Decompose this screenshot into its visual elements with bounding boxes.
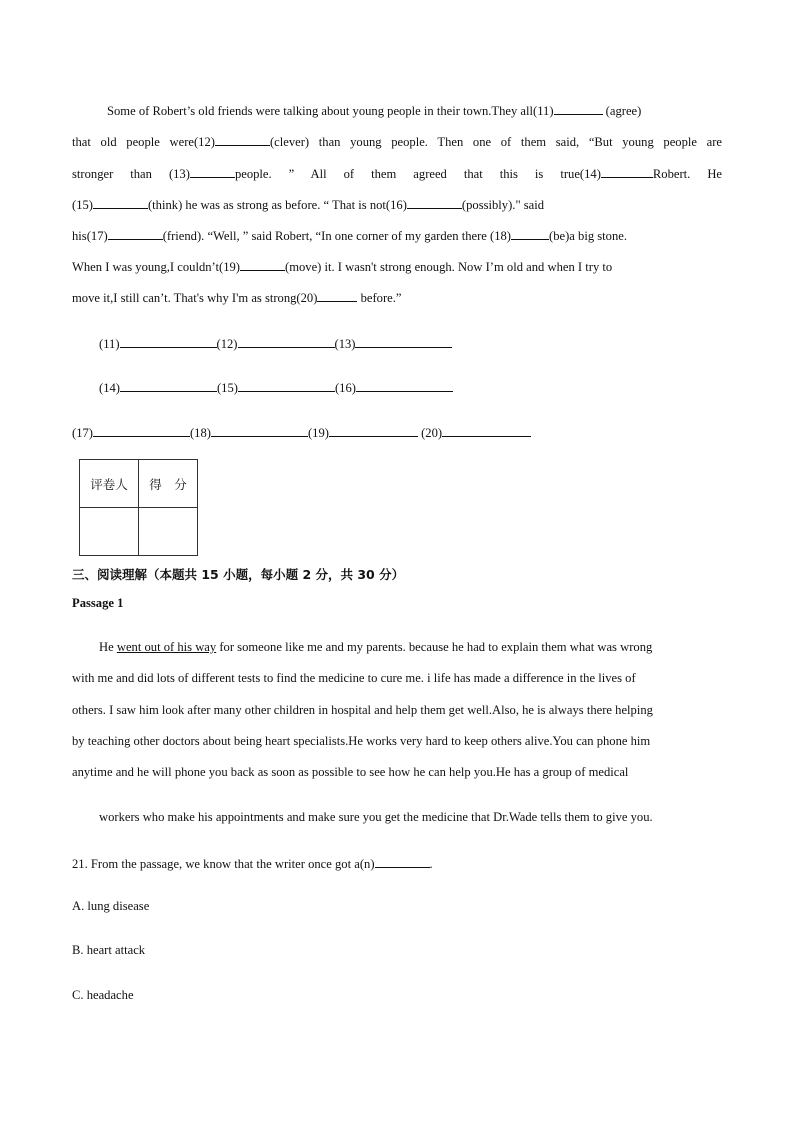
answer-row: (14) (15) (16) [99,379,453,396]
passage-line: by teaching other doctors about being heart specialists.He works very hard to keep others alive.You can phone him [72,734,651,748]
passage-line: others. I saw him look after many other children in hospital and help them get well.Also, he is always there helping [72,703,653,717]
answer-blank-17[interactable] [93,424,190,437]
cloze-line: (15) (think) he was as strong as before. “ That is not(16) (possibly)." said [72,198,545,212]
answer-blank-19[interactable] [329,424,418,437]
cloze-line: that old people were(12) (clever) than young people. Then one of them said, “But young people are [72,135,722,149]
answer-row: (11) (12) (13) [99,335,452,352]
option-c[interactable]: C. headache [72,988,134,1002]
blank-11[interactable] [554,102,603,115]
blank-12[interactable] [215,133,270,146]
passage-line: with me and did lots of different tests to find the medicine to cure me. i life has made a difference in the lives of [72,671,636,685]
blank-13[interactable] [190,165,235,178]
option-a[interactable]: A. lung disease [72,899,150,913]
passage-title: Passage 1 [72,596,124,610]
cloze-line: When I was young,I couldn’t(19) (move) it. I wasn't strong enough. Now I’m old and when I try to [72,260,613,274]
question-stem: 21. From the passage, we know that the writer once got a(n) . [72,857,433,871]
passage-line: workers who make his appointments and make sure you get the medicine that Dr.Wade tells them to give you. [99,810,653,824]
section-heading: 三、阅读理解（本题共 15 小题，每小题 2 分，共 30 分） [72,567,405,582]
score-cell[interactable] [139,508,198,556]
answer-blank-12[interactable] [238,335,335,348]
answer-blank-15[interactable] [238,379,335,392]
grader-cell[interactable] [80,508,139,556]
cloze-line: Some of Robert’s old friends were talking about young people in their town.They all(11) (agree) [107,104,642,118]
grader-header: 评卷人 [80,460,139,508]
option-b[interactable]: B. heart attack [72,943,146,957]
answer-blank-11[interactable] [120,335,217,348]
blank-19[interactable] [240,258,285,271]
cloze-line: stronger than (13) people. ” All of them agreed that this is true(14) Robert. He [72,167,722,181]
underlined-phrase: went out of his way [116,640,217,654]
answer-blank-13[interactable] [355,335,452,348]
passage-line: He went out of his way for someone like me and my parents. because he had to explain them what was wrong [99,640,653,654]
answer-blank-21[interactable] [375,855,430,868]
cloze-line: move it,I still can’t. That's why I'm as strong(20) before.” [72,291,402,305]
answer-blank-14[interactable] [120,379,217,392]
blank-16[interactable] [407,196,462,209]
answer-blank-16[interactable] [356,379,453,392]
answer-row: (17) (18) (19) (20) [72,424,531,441]
blank-14[interactable] [601,165,653,178]
answer-blank-20[interactable] [442,424,531,437]
cloze-line: his(17) (friend). “Well, ” said Robert, “In one corner of my garden there (18) (be)a big stone. [72,229,628,243]
blank-20[interactable] [317,289,357,302]
passage-line: anytime and he will phone you back as soon as possible to see how he can help you.He has a group of medical [72,765,629,779]
score-header: 得 分 [139,460,198,508]
blank-18[interactable] [511,227,549,240]
score-table [79,459,198,556]
answer-blank-18[interactable] [211,424,308,437]
blank-15[interactable] [93,196,148,209]
blank-17[interactable] [108,227,163,240]
